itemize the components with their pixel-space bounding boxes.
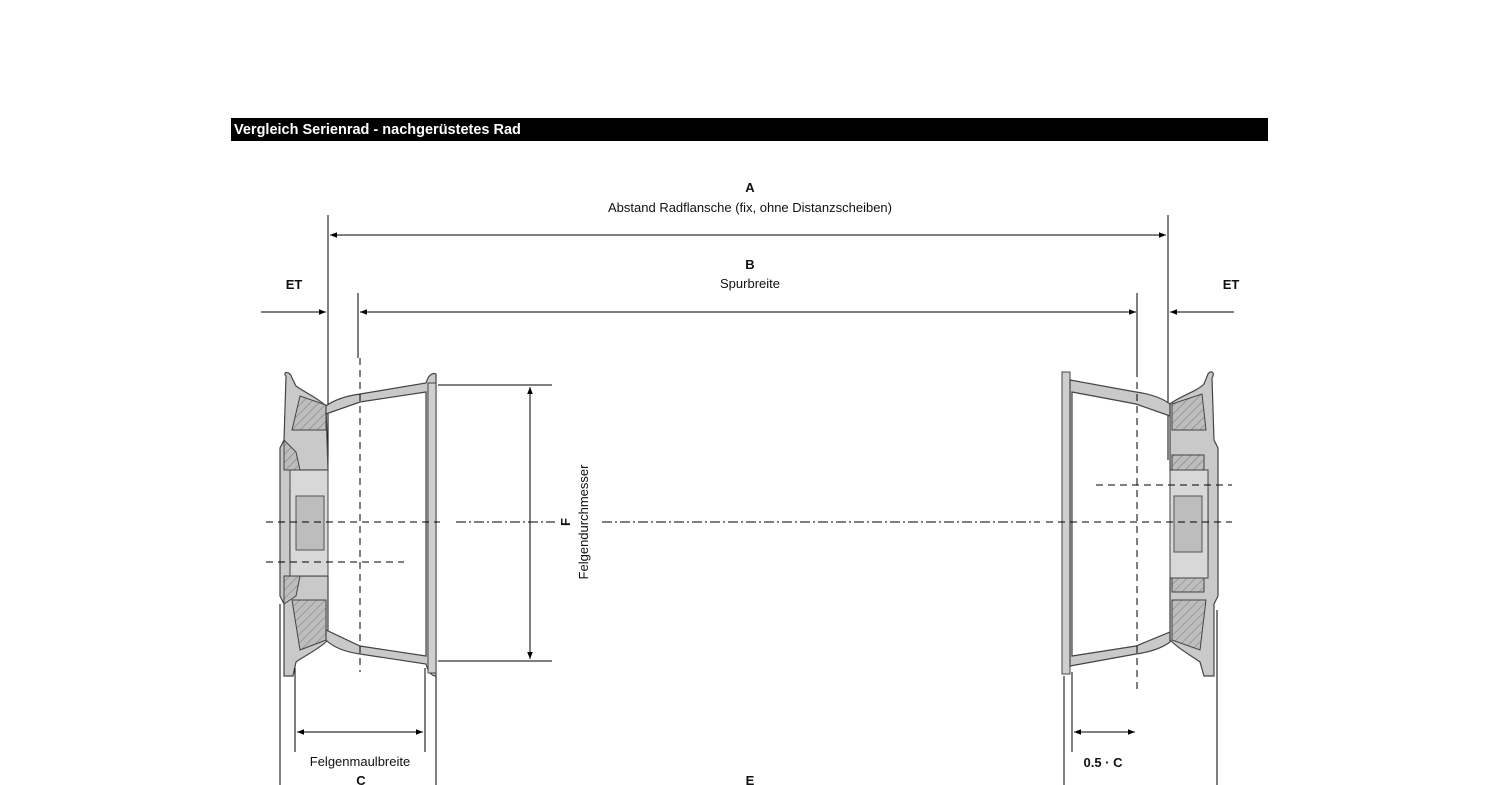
f-text: Felgendurchmesser	[576, 464, 591, 580]
half-c-label: 0.5 · C	[1083, 755, 1123, 770]
section-title: Vergleich Serienrad - nachgerüstetes Rad	[234, 122, 521, 138]
right-rim-barrel	[1070, 380, 1170, 666]
f-letter: F	[558, 518, 573, 526]
left-rim-outer-flange	[428, 383, 436, 673]
dimension-b	[358, 257, 1137, 370]
left-rim-barrel	[326, 373, 436, 676]
et-right-dimension	[1170, 277, 1239, 312]
left-hub-bolt-seat	[296, 496, 324, 550]
right-rim-outer-flange	[1062, 372, 1070, 674]
et-right-label: ET	[1222, 277, 1240, 292]
a-text: Abstand Radflansche (fix, ohne Distanzscheiben)	[608, 200, 892, 215]
e-letter: E	[745, 773, 755, 785]
b-letter: B	[745, 257, 755, 272]
right-hub-bolt-seat	[1174, 496, 1202, 552]
c-text: Felgenmaulbreite	[309, 754, 411, 769]
dimension-e	[280, 604, 1217, 785]
right-wheel-section	[1046, 370, 1232, 690]
dimension-a	[328, 180, 1168, 470]
b-text: Spurbreite	[720, 276, 780, 291]
et-left-label: ET	[285, 277, 303, 292]
dimension-c	[295, 668, 425, 785]
et-left-dimension	[261, 277, 326, 312]
dimension-f	[438, 385, 591, 661]
left-wheel-section	[266, 358, 440, 676]
a-letter: A	[745, 180, 755, 195]
dimension-half-c	[1072, 672, 1135, 770]
c-letter: C	[356, 773, 366, 785]
